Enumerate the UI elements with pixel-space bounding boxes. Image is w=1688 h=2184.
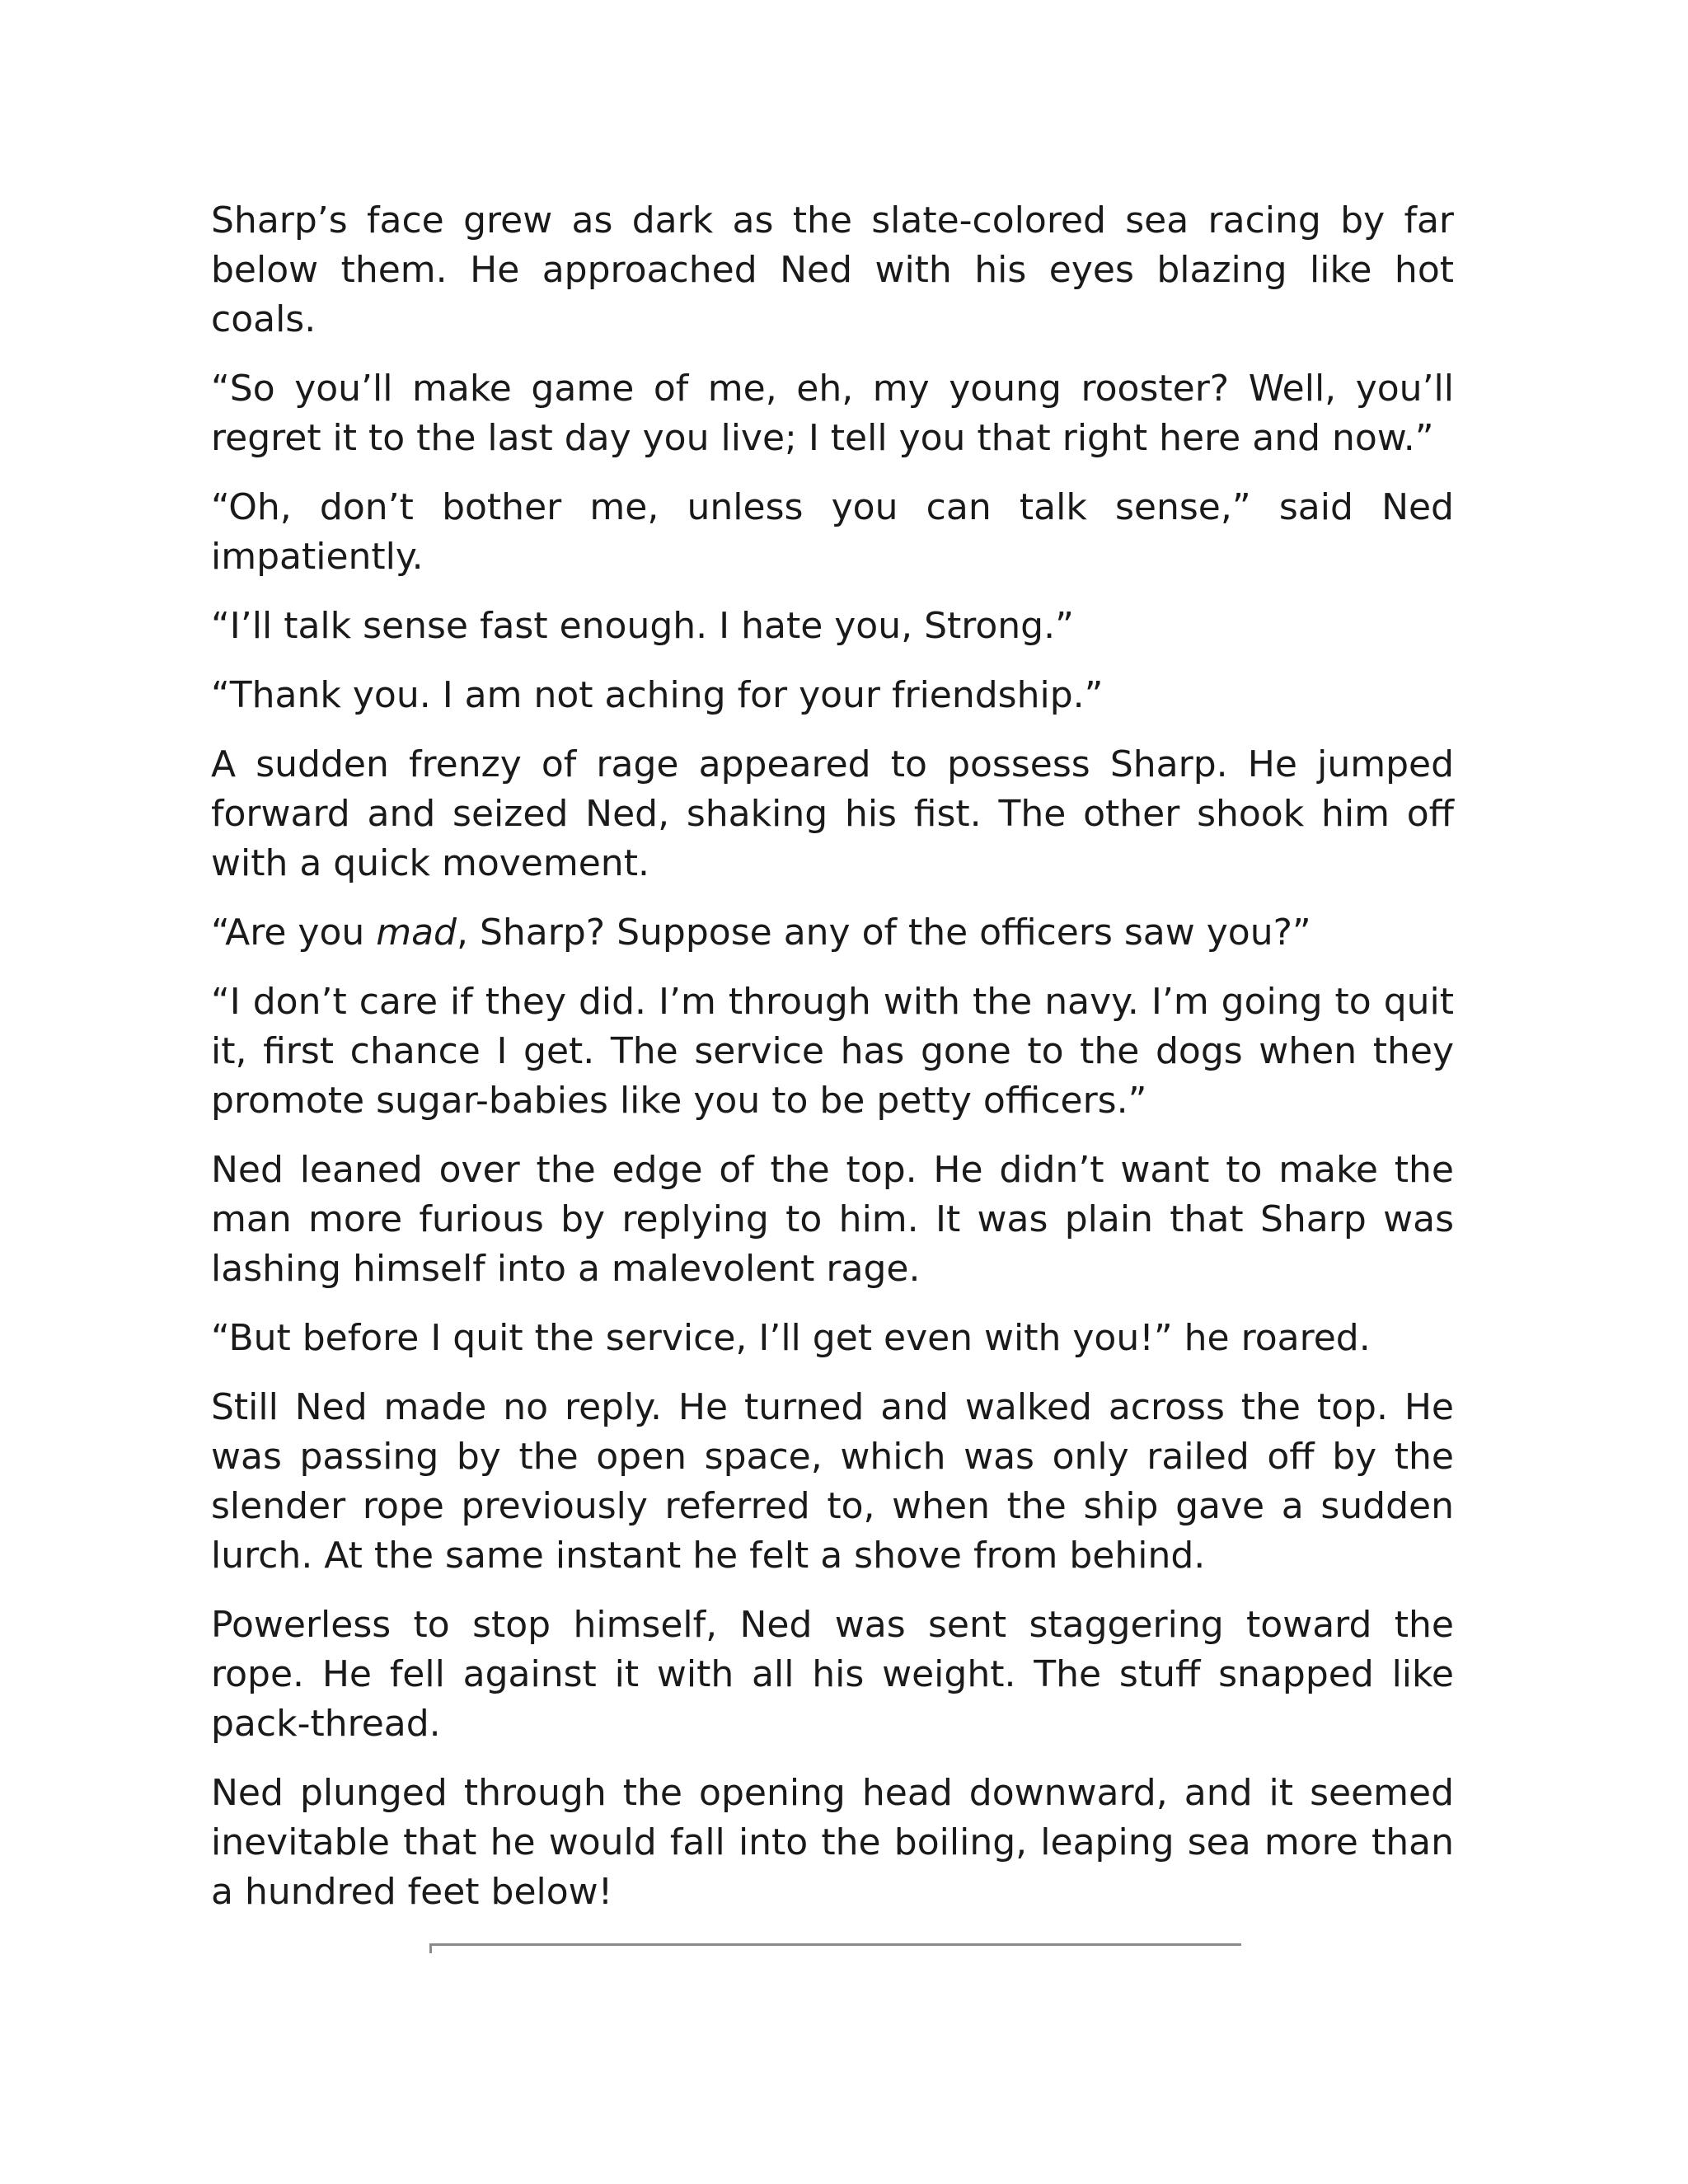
paragraph: “But before I quit the service, I’ll get even with you!” he roared. — [211, 1317, 1371, 1359]
paragraph: “Oh, don’t bother me, unless you can talk sense,” said Ned impatiently. — [211, 486, 1454, 578]
section-divider — [429, 1943, 1241, 1946]
paragraph: A sudden frenzy of rage appeared to possess Sharp. He jumped forward and seized Ned, shaking his fist. The other shook him off with a quick movement. — [211, 743, 1454, 884]
paragraph: Ned plunged through the opening head downward, and it seemed inevitable that he would fall into the boiling, leaping sea more than a hundred feet below! — [211, 1772, 1454, 1913]
body-text — [211, 196, 1454, 1937]
paragraph-text: , Sharp? Suppose any of the officers saw you?” — [457, 912, 1311, 954]
paragraph: Ned leaned over the edge of the top. He didn’t want to make the man more furious by replying to him. It was plain that Sharp was lashing himself into a malevolent rage. — [211, 1149, 1454, 1290]
paragraph: “I don’t care if they did. I’m through with the navy. I’m going to quit it, first chance I get. The service has gone to the dogs when they promote sugar-babies like you to be petty officers.” — [211, 981, 1454, 1122]
paragraph — [211, 908, 1454, 958]
paragraph: “So you’ll make game of me, eh, my young rooster? Well, you’ll regret it to the last day you live; I tell you that right here and now.” — [211, 368, 1454, 459]
paragraph: “I’ll talk sense fast enough. I hate you, Strong.” — [211, 605, 1074, 647]
paragraph: “Thank you. I am not aching for your friendship.” — [211, 674, 1104, 716]
paragraph: Still Ned made no reply. He turned and walked across the top. He was passing by the open space, which was only railed off by the slender rope previously referred to, when the ship gave a sudden lurch. At the same instant he felt a shove from behind. — [211, 1386, 1454, 1577]
emphasized-word: mad — [376, 912, 457, 954]
paragraph: Sharp’s face grew as dark as the slate-colored sea racing by far below them. He approached Ned with his eyes blazing like hot coals. — [211, 199, 1454, 340]
paragraph-text: “Are you — [211, 912, 377, 954]
paragraph: Powerless to stop himself, Ned was sent staggering toward the rope. He fell against it with all his weight. The stuff snapped like pack-thread. — [211, 1604, 1454, 1745]
